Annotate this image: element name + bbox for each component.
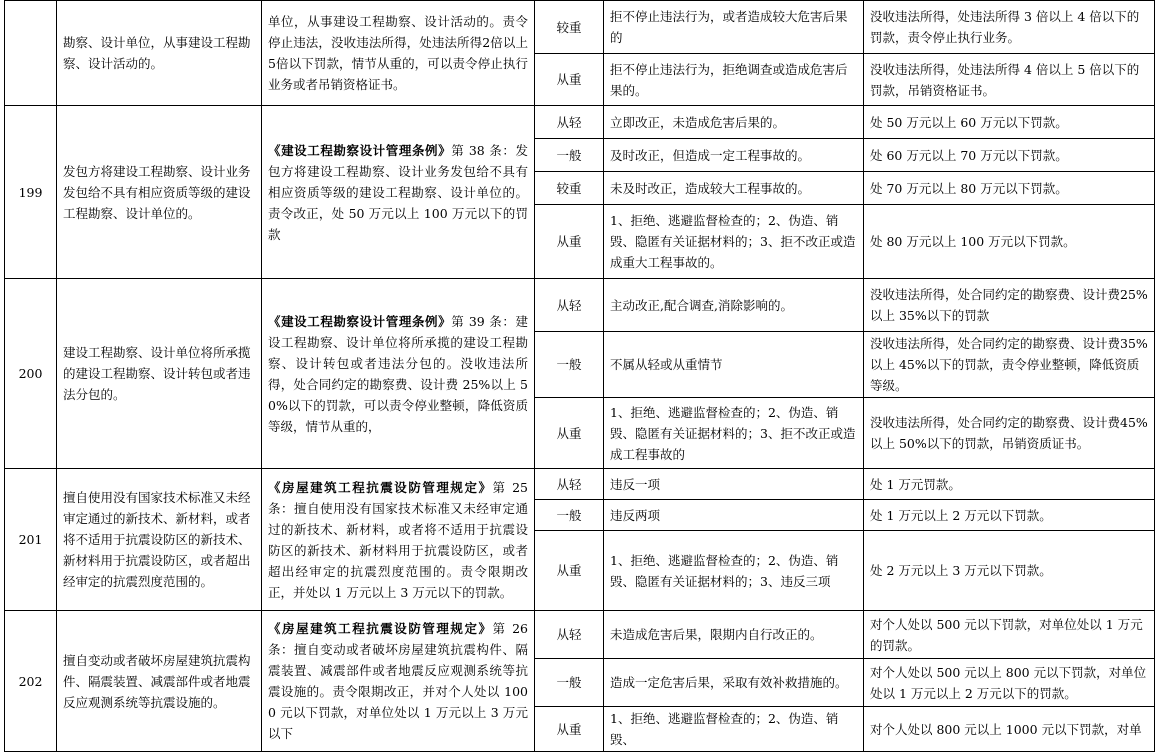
legal-basis	[262, 1, 535, 106]
penalty-standard: 处 2 万元以上 3 万元以下罚款。	[864, 531, 1155, 611]
discretion-level: 一般	[535, 500, 604, 531]
discretion-level: 从轻	[535, 106, 604, 139]
item-number: 199	[5, 106, 57, 279]
item-number: 202	[5, 611, 57, 752]
circumstance: 主动改正,配合调查,消除影响的。	[604, 279, 864, 332]
table-row	[5, 106, 1155, 139]
violation-description: 发包方将建设工程勘察、设计业务发包给不具有相应资质等级的建设工程勘察、设计单位的。	[57, 106, 262, 279]
circumstance: 立即改正，未造成危害后果的。	[604, 106, 864, 139]
item-number	[5, 1, 57, 106]
legal-basis	[262, 279, 535, 469]
discretion-level: 从重	[535, 531, 604, 611]
circumstance: 拒不停止违法行为，拒绝调查或造成危害后果的。	[604, 54, 864, 106]
discretion-level: 一般	[535, 139, 604, 172]
penalty-standard: 对个人处以 800 元以上 1000 元以下罚款，对单	[864, 707, 1155, 752]
penalty-standard: 没收违法所得，处合同约定的勘察费、设计费25%以上 35%以下的罚款	[864, 279, 1155, 332]
circumstance: 违反两项	[604, 500, 864, 531]
discretion-level: 从轻	[535, 279, 604, 332]
penalty-standards-table	[4, 0, 1155, 752]
penalty-standard: 处 70 万元以上 80 万元以下罚款。	[864, 172, 1155, 205]
circumstance: 造成一定危害后果，采取有效补救措施的。	[604, 659, 864, 707]
circumstance: 1、拒绝、逃避监督检查的；2、伪造、销毁、隐匿有关证据材料的；3、拒不改正或造成重大工程事故的。	[604, 205, 864, 279]
regulation-title: 《房屋建筑工程抗震设防管理规定》	[268, 621, 493, 636]
discretion-level: 较重	[535, 1, 604, 54]
violation-description: 擅自变动或者破坏房屋建筑抗震构件、隔震装置、减震部件或者地震反应观测系统等抗震设施的。	[57, 611, 262, 752]
table-row	[5, 279, 1155, 332]
legal-basis	[262, 469, 535, 611]
penalty-standard: 处 80 万元以上 100 万元以下罚款。	[864, 205, 1155, 279]
regulation-title: 《建设工程勘察设计管理条例》	[268, 313, 452, 329]
circumstance: 1、拒绝、逃避监督检查的；2、伪造、销毁、隐匿有关证据材料的；3、拒不改正或造成工程事故的	[604, 398, 864, 469]
table-row	[5, 611, 1155, 659]
legal-basis	[262, 106, 535, 279]
penalty-standard: 没收违法所得，处违法所得 3 倍以上 4 倍以下的罚款，责令停止执行业务。	[864, 1, 1155, 54]
table-row	[5, 1, 1155, 54]
penalty-standard: 处 1 万元以上 2 万元以下罚款。	[864, 500, 1155, 531]
legal-basis-text: 第 38 条：发包方将建设工程勘察、设计业务发包给不具有相应资质等级的建设工程勘察、设计单位的。责令改正，处 50 万元以上 100 万元以下的罚款	[268, 142, 528, 242]
regulation-title: 《建设工程勘察设计管理条例》	[268, 142, 452, 158]
circumstance: 不属从轻或从重情节	[604, 332, 864, 398]
penalty-standard: 对个人处以 500 元以下罚款，对单位处以 1 万元的罚款。	[864, 611, 1155, 659]
item-number: 200	[5, 279, 57, 469]
penalty-standard: 处 1 万元罚款。	[864, 469, 1155, 500]
discretion-level: 从重	[535, 398, 604, 469]
penalty-standard: 没收违法所得，处合同约定的勘察费、设计费35%以上 45%以下的罚款，责令停业整顿，降低资质等级。	[864, 332, 1155, 398]
penalty-standard: 对个人处以 500 元以上 800 元以下罚款，对单位处以 1 万元以上 2 万元以下的罚款。	[864, 659, 1155, 707]
regulation-title: 《房屋建筑工程抗震设防管理规定》	[268, 479, 493, 495]
circumstance: 1、拒绝、逃避监督检查的；2、伪造、销毁、	[604, 707, 864, 752]
item-number: 201	[5, 469, 57, 611]
table-row	[5, 469, 1155, 500]
circumstance: 拒不停止违法行为，或者造成较大危害后果的	[604, 1, 864, 54]
discretion-level: 一般	[535, 659, 604, 707]
penalty-standard: 没收违法所得，处违法所得 4 倍以上 5 倍以下的罚款，吊销资格证书。	[864, 54, 1155, 106]
discretion-level: 从轻	[535, 611, 604, 659]
penalty-standard: 处 60 万元以上 70 万元以下罚款。	[864, 139, 1155, 172]
discretion-level: 较重	[535, 172, 604, 205]
legal-basis-text: 第 26 条：擅自变动或者破坏房屋建筑抗震构件、隔震装置、减震部件或者地震反应观测系统等抗震设施的。责令限期改正，并对个人处以 1000 元以下罚款，对单位处以 1 万元以上 3 万元以下	[268, 621, 528, 741]
discretion-level: 一般	[535, 332, 604, 398]
legal-basis-text: 单位，从事建设工程勘察、设计活动的。责令停止违法，没收违法所得，处违法所得2倍以上5倍以下罚款，情节从重的，可以责令停止执行业务或者吊销资格证书。	[268, 14, 528, 92]
circumstance: 未及时改正，造成较大工程事故的。	[604, 172, 864, 205]
violation-description: 建设工程勘察、设计单位将所承揽的建设工程勘察、设计转包或者违法分包的。	[57, 279, 262, 469]
discretion-level: 从轻	[535, 469, 604, 500]
discretion-level: 从重	[535, 54, 604, 106]
circumstance: 及时改正，但造成一定工程事故的。	[604, 139, 864, 172]
discretion-level: 从重	[535, 707, 604, 752]
violation-description: 勘察、设计单位，从事建设工程勘察、设计活动的。	[57, 1, 262, 106]
discretion-level: 从重	[535, 205, 604, 279]
legal-basis	[262, 611, 535, 752]
circumstance: 违反一项	[604, 469, 864, 500]
legal-basis-text: 第 39 条：建设工程勘察、设计单位将所承揽的建设工程勘察、设计转包或者违法分包的。没收违法所得，处合同约定的勘察费、设计费 25%以上 50%以下的罚款，可以责令停业整顿，降低资质等级，情节从重的，	[268, 313, 528, 434]
violation-description: 擅自使用没有国家技术标准又未经审定通过的新技术、新材料，或者将不适用于抗震设防区的新技术、新材料用于抗震设防区，或者超出经审定的抗震烈度范围的。	[57, 469, 262, 611]
circumstance: 1、拒绝、逃避监督检查的；2、伪造、销毁、隐匿有关证据材料的；3、违反三项	[604, 531, 864, 611]
legal-basis-text: 第 25 条：擅自使用没有国家技术标准又未经审定通过的新技术、新材料，或者将不适用于抗震设防区的新技术、新材料用于抗震设防区，或者超出经审定的抗震烈度范围的。责令限期改正，并处以 1 万元以上 3 万元以下的罚款。	[268, 479, 528, 600]
circumstance: 未造成危害后果，限期内自行改正的。	[604, 611, 864, 659]
penalty-standard: 处 50 万元以上 60 万元以下罚款。	[864, 106, 1155, 139]
penalty-standard: 没收违法所得，处合同约定的勘察费、设计费45%以上 50%以下的罚款，吊销资质证书。	[864, 398, 1155, 469]
